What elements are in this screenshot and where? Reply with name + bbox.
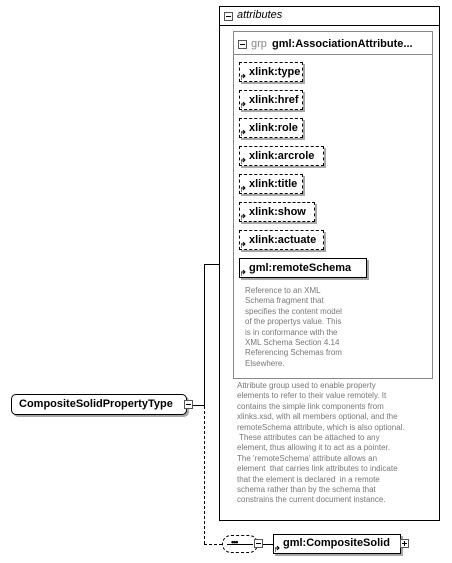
attribute-label: xlink:href <box>249 94 299 106</box>
attribute-label: xlink:title <box>249 178 298 190</box>
documentation-line: that the element is declared in a remote <box>237 474 380 484</box>
attribute-label: xlink:role <box>249 122 298 134</box>
attribute-group-documentation <box>237 381 405 506</box>
attribute-label: xlink:arcrole <box>249 150 315 162</box>
composite-solid-element-box[interactable] <box>273 534 401 554</box>
attribute-item[interactable] <box>239 146 324 166</box>
expand-element-icon[interactable] <box>400 539 409 548</box>
connector-dashed-vertical <box>204 406 205 544</box>
connector-vertical-attributes <box>204 264 205 406</box>
documentation-line: Reference to an XML <box>245 286 321 295</box>
documentation-line: is in conformance with the <box>245 327 338 337</box>
documentation-line: xlinks.xsd, with all members optional, and the <box>237 412 398 422</box>
attribute-label: xlink:type <box>249 66 301 78</box>
attribute-item[interactable] <box>239 174 303 194</box>
element-name: gml:CompositeSolid <box>283 537 390 549</box>
documentation-line: Attribute group used to enable property <box>237 381 376 390</box>
attribute-label: xlink:show <box>249 206 306 218</box>
collapse-type-icon[interactable] <box>184 400 193 409</box>
connector-to-attributes-box <box>204 264 219 265</box>
reference-arrow-icon <box>241 130 247 136</box>
group-name[interactable]: gml:AssociationAttribute... <box>272 38 413 50</box>
attribute-item[interactable] <box>239 118 303 138</box>
documentation-line: Elsewhere. <box>245 358 285 368</box>
documentation-line: element that carries link attributes to indicate <box>237 464 398 474</box>
documentation-line: contains the simple link components from <box>237 401 384 411</box>
sequence-compositor[interactable] <box>222 535 258 553</box>
type-name: CompositeSolidPropertyType <box>19 398 173 410</box>
documentation-line: remoteSchema attribute, which is also optional. <box>237 422 405 432</box>
reference-arrow-icon <box>241 186 247 192</box>
reference-arrow-icon <box>241 74 247 80</box>
documentation-line: specifies the content model <box>245 306 342 316</box>
reference-arrow-icon <box>241 214 247 220</box>
documentation-line: Referencing Schemas from <box>245 348 342 358</box>
documentation-line: The 'remoteSchema' attribute allows an <box>237 453 378 463</box>
documentation-line: elements to refer to their value remotely. It <box>237 391 387 401</box>
reference-arrow-icon <box>241 242 247 248</box>
attributes-title: attributes <box>237 9 283 21</box>
attribute-item[interactable] <box>239 230 324 250</box>
attributes-title-separator <box>220 25 439 26</box>
group-title-separator <box>234 54 432 55</box>
connector-dashed-to-sequence <box>204 544 222 545</box>
documentation-line: Schema fragment that <box>245 296 324 306</box>
documentation-line: XML Schema Section 4.14 <box>245 338 340 348</box>
documentation-line: These attributes can be attached to any <box>237 433 380 443</box>
reference-arrow-icon <box>241 158 247 164</box>
remote-schema-documentation <box>245 286 342 369</box>
documentation-line: schema rather than by the schema that <box>237 485 376 495</box>
sequence-dots-icon: ••• <box>231 537 238 547</box>
attribute-item[interactable] <box>239 258 367 278</box>
reference-arrow-icon <box>275 546 281 552</box>
collapse-sequence-icon[interactable] <box>254 539 263 548</box>
documentation-line: of the propertys value. This <box>245 317 342 327</box>
attribute-item[interactable] <box>239 90 303 110</box>
documentation-line: element, thus allowing it to act as a pointer. <box>237 443 390 453</box>
collapse-group-icon[interactable] <box>238 40 247 49</box>
attribute-label: gml:remoteSchema <box>249 262 352 274</box>
connector-sequence-to-element <box>262 544 273 545</box>
documentation-line: constrains the current document instance. <box>237 495 386 505</box>
attribute-item[interactable] <box>239 62 303 82</box>
reference-arrow-icon <box>241 102 247 108</box>
collapse-attributes-icon[interactable] <box>224 12 233 21</box>
attribute-label: xlink:actuate <box>249 234 317 246</box>
attribute-item[interactable] <box>239 202 315 222</box>
reference-arrow-icon <box>241 270 247 276</box>
composite-solid-property-type-box[interactable] <box>11 394 187 415</box>
group-prefix: grp <box>251 38 267 50</box>
